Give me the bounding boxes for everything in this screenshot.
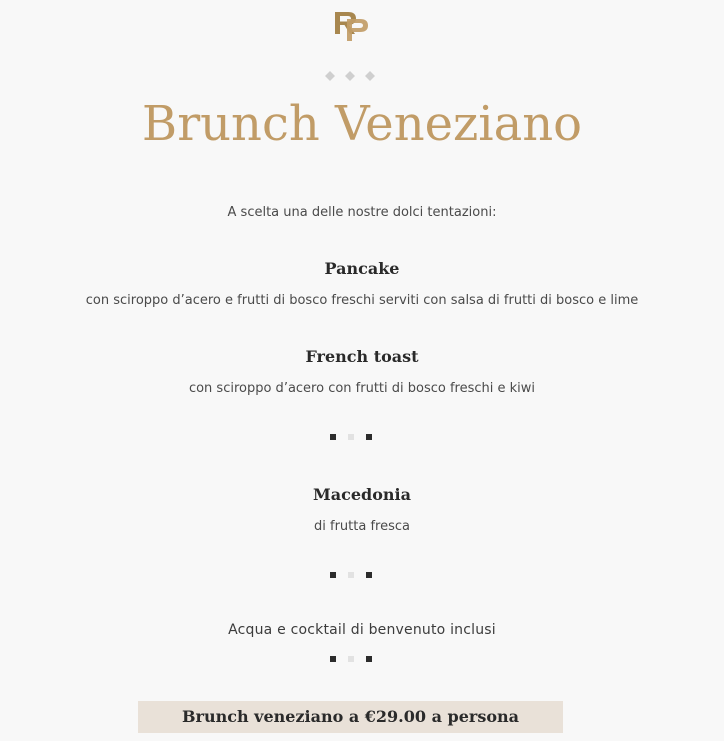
included-extras: Acqua e cocktail di benvenuto inclusi [228,622,496,638]
diamond-icon [365,71,375,81]
menu-item-description: con sciroppo d’acero e frutti di bosco freschi serviti con salsa di frutti di bosco e lime [85,293,639,308]
dot-divider [328,656,374,664]
dot-divider [328,434,374,442]
menu-item-description: con sciroppo d’acero con frutti di bosco freschi e kiwi [188,381,536,396]
rp-monogram-logo [331,9,371,43]
menu-item-name: Pancake [324,259,400,278]
menu-item-description: di frutta fresca [314,519,410,534]
price-banner: Brunch veneziano a €29.00 a persona [138,701,563,733]
menu-item-name: Macedonia [313,485,411,504]
dot-divider [328,572,374,580]
intro-text: A scelta una delle nostre dolci tentazioni: [227,205,497,220]
page-title: Brunch Veneziano [141,96,583,152]
decorative-diamonds [320,69,380,83]
menu-item-name: French toast [305,347,419,366]
diamond-icon [345,71,355,81]
diamond-icon [325,71,335,81]
